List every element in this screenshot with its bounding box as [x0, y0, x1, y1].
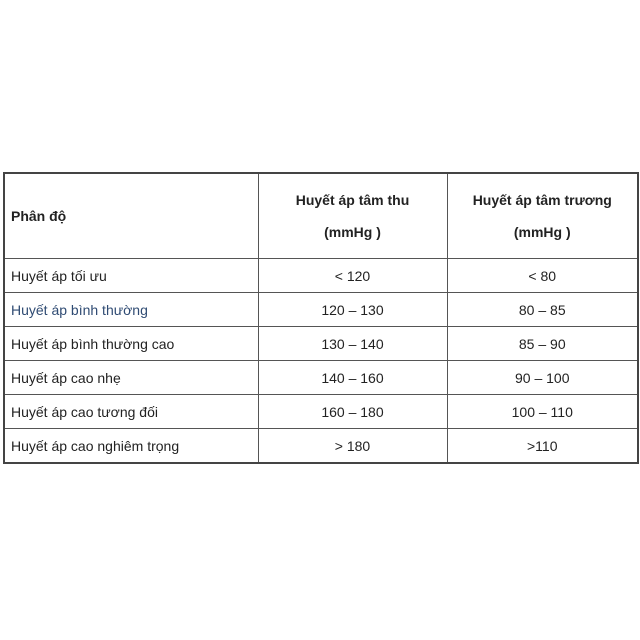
row-grade-link[interactable] [4, 293, 258, 327]
table-row [4, 259, 638, 293]
header-grade-label: Phân độ [11, 208, 67, 224]
blood-pressure-table [3, 172, 639, 464]
row-grade: Huyết áp cao tương đối [4, 395, 258, 429]
table-row [4, 429, 638, 464]
row-systolic: > 180 [258, 429, 447, 464]
row-systolic: < 120 [258, 259, 447, 293]
row-systolic: 140 – 160 [258, 361, 447, 395]
table-row [4, 327, 638, 361]
header-diastolic-title: Huyết áp tâm trương [472, 192, 612, 208]
row-systolic: 120 – 130 [258, 293, 447, 327]
row-grade: Huyết áp bình thường cao [4, 327, 258, 361]
table-row [4, 361, 638, 395]
table-row [4, 395, 638, 429]
row-diastolic: < 80 [447, 259, 638, 293]
row-diastolic: 90 – 100 [447, 361, 638, 395]
header-systolic-unit: (mmHg ) [324, 224, 381, 240]
row-grade: Huyết áp tối ưu [4, 259, 258, 293]
row-systolic: 160 – 180 [258, 395, 447, 429]
row-diastolic: 100 – 110 [447, 395, 638, 429]
normal-bp-link[interactable]: Huyết áp bình thường [11, 301, 148, 318]
table-header-row [4, 173, 638, 259]
row-systolic: 130 – 140 [258, 327, 447, 361]
row-diastolic: >110 [447, 429, 638, 464]
header-diastolic-unit: (mmHg ) [513, 224, 571, 240]
row-grade: Huyết áp cao nhẹ [4, 361, 258, 395]
header-systolic [258, 173, 447, 259]
row-diastolic: 80 – 85 [447, 293, 638, 327]
table-row [4, 293, 638, 327]
header-diastolic [447, 173, 638, 259]
header-grade [4, 173, 258, 259]
row-diastolic: 85 – 90 [447, 327, 638, 361]
header-systolic-title: Huyết áp tâm thu [295, 192, 410, 208]
row-grade: Huyết áp cao nghiêm trọng [4, 429, 258, 464]
